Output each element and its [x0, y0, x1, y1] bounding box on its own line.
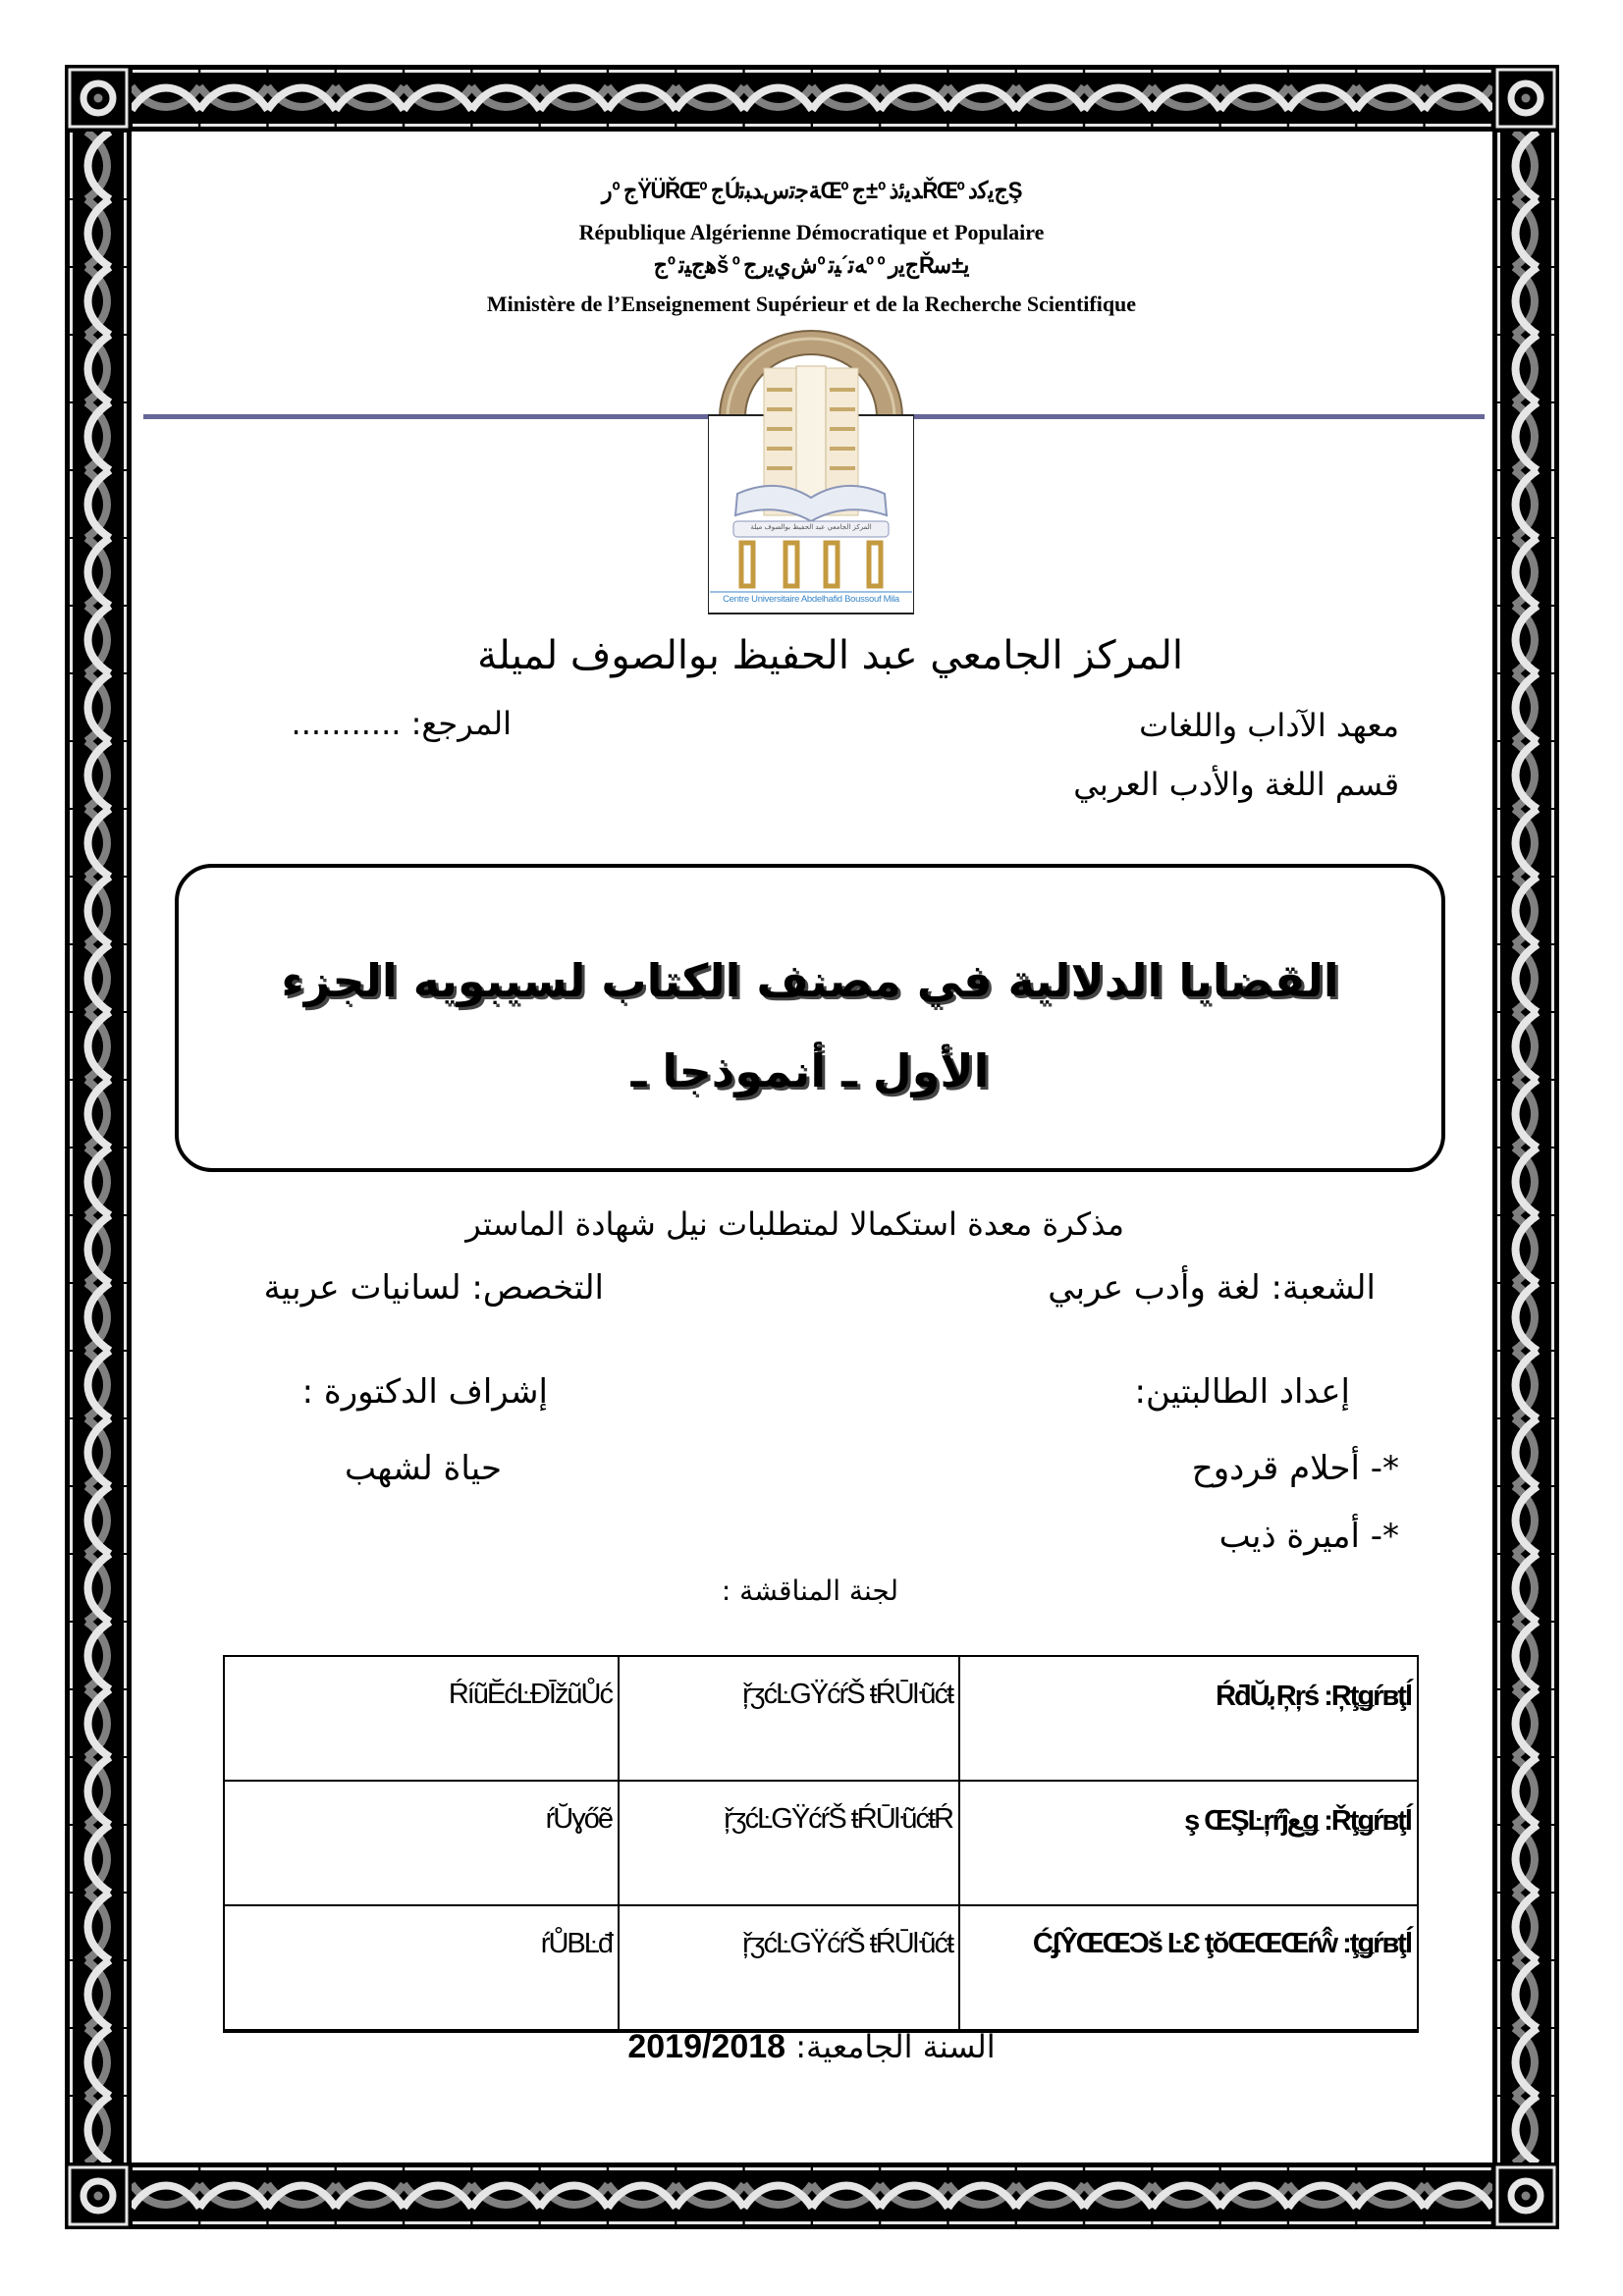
student-name-1: *- أحلام قردوح — [1191, 1449, 1399, 1488]
university-logo — [708, 329, 914, 615]
students-label: إعداد الطالبتين: — [1134, 1372, 1350, 1412]
header-ministry-french: Ministère de l’Enseignement Supérieur et de la Recherche Scientifique — [486, 292, 1137, 316]
border-top — [132, 65, 1492, 132]
table-row — [224, 1781, 1418, 1905]
thesis-purpose: مذكرة معدة استكمالا لمتطلبات نيل شهادة الماستر — [465, 1205, 1124, 1243]
university-center-name: المركز الجامعي عبد الحفيظ بوالصوف لميلة — [477, 633, 1183, 678]
committee-grade: ŕŮBĿđ — [224, 1905, 619, 2031]
committee-institution: ŗ̌ʒćĿGŸćŕŠ ŧŔŪŀũćŧŔ — [619, 1781, 959, 1905]
academic-year — [0, 2028, 1623, 2066]
thesis-specialty: التخصص: لسانيات عربية — [263, 1268, 604, 1308]
header-ministry-arabic: ﺝº ﮬﺝﻴﺗš º ﺵﻱﻳﺭﺝº ﻪﺗ´ﻴﺗº º ﺝﻳﺭŘﻳ±ﺳ — [653, 252, 970, 279]
logo-caption: Centre Universitaire Abdelhafid Boussouf Mila — [723, 594, 899, 605]
corner-ornament-bottom-right — [1492, 2163, 1559, 2229]
committee-institution: ŗ̌ʒćĿGŸćŕŠ ŧŔŪŀũćŧ — [619, 1656, 959, 1781]
committee-grade: ŔíũĔćĿĐĪžũŮć — [224, 1656, 619, 1781]
border-left — [65, 132, 132, 2163]
academic-year-label: السنة الجامعية: — [785, 2028, 996, 2065]
committee-institution: ŗ̌ʒćĿGŸćŕŠ ŧŔŪŀũćŧ — [619, 1905, 959, 2031]
committee-label: لجنة المناقشة : — [721, 1575, 898, 1607]
thesis-title-line-2: الأول ـ أنموذجا ـ — [630, 1044, 990, 1097]
committee-role: ĆʄŶŒŒƆš ĿƐ ţŏŒŒŒŕŵ̂ :ţǥŕʙţĺ — [959, 1905, 1418, 2031]
student-name-2: *- أميرة ذيب — [1218, 1517, 1399, 1556]
committee-grade: ŕŬɣőẽ — [224, 1781, 619, 1905]
corner-ornament-top-left — [65, 65, 132, 132]
border-bottom — [132, 2163, 1492, 2229]
committee-table — [223, 1655, 1419, 2033]
thesis-branch: الشعبة: لغة وأدب عربي — [1048, 1268, 1376, 1308]
border-right — [1492, 132, 1559, 2163]
corner-ornament-bottom-left — [65, 2163, 132, 2229]
table-row — [224, 1656, 1418, 1781]
supervisor-label: إشراف الدكتورة : — [301, 1372, 548, 1412]
committee-role: ŔƌŬﺑŖŗś :Ŗţǥŕʙţĺ — [959, 1656, 1418, 1781]
supervisor-name: حياة لشهب — [344, 1449, 502, 1488]
corner-ornament-top-right — [1492, 65, 1559, 132]
department-name: قسم اللغة والأدب العربي — [1073, 766, 1399, 803]
logo-arabic-caption: المركز الجامعي عبد الحفيظ بوالصوف ميلة — [750, 523, 872, 531]
thesis-title-line-1: القضايا الدلالية في مصنف الكتاب لسيبويه الجزء — [281, 954, 1339, 1007]
institute-name: معهد الآداب واللغات — [1139, 707, 1399, 744]
thesis-title-box — [175, 864, 1445, 1172]
header-republic-french: République Algérienne Démocratique et Populaire — [578, 220, 1045, 244]
header-republic-arabic: ﺭº ﺝŸÜŘŒº ﺝÚﺔﺟﺗﺱﺪﺒﺗŒº ﺝ±º ﺪﻳﺋﺫŘŒº ﺝﻳﻛﺩŞ — [601, 178, 1022, 204]
university-logo-image — [708, 329, 914, 615]
table-row — [224, 1905, 1418, 2031]
academic-year-value: 2019/2018 — [627, 2028, 786, 2065]
reference-number: المرجع: ........... — [291, 705, 512, 742]
committee-role: ş ŒŞĿŗŕĵﻊǥ :Řţǥŕʙţĺ — [959, 1781, 1418, 1905]
